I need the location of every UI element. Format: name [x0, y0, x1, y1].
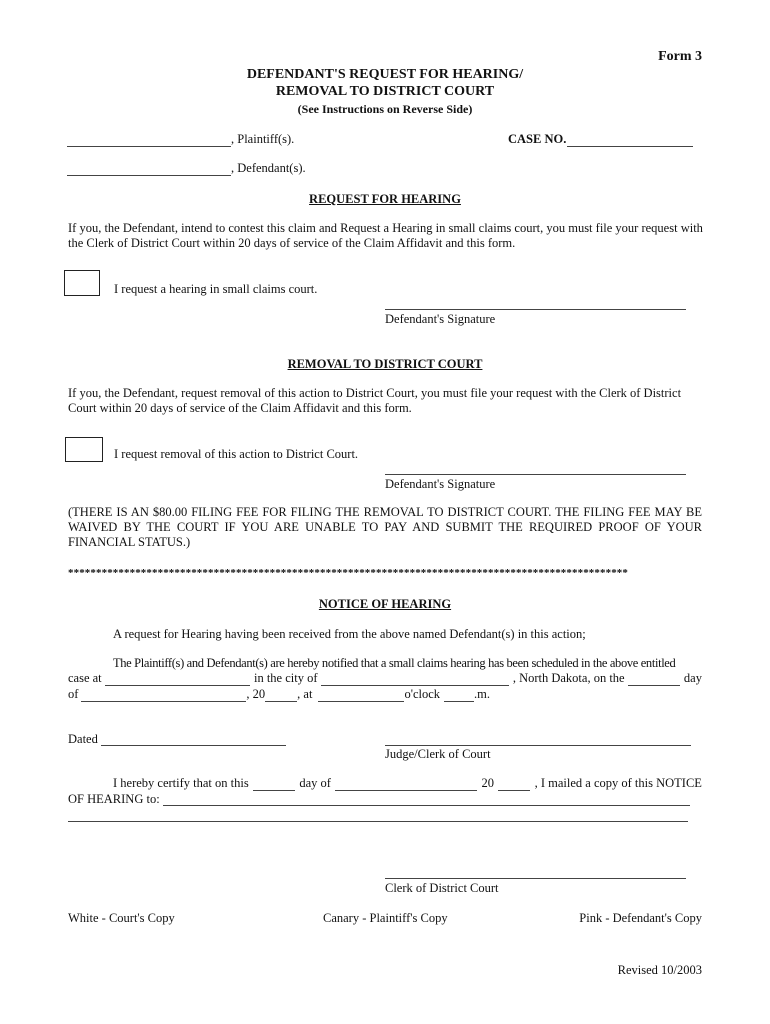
request-signature-line[interactable]: [385, 309, 686, 310]
hearing-ampm-field[interactable]: [444, 689, 474, 702]
certify-year-field[interactable]: [498, 778, 530, 791]
removal-signature-label: Defendant's Signature: [385, 477, 496, 491]
pink-copy-label: Pink - Defendant's Copy: [579, 911, 702, 925]
day-label: day: [683, 671, 702, 685]
defendant-name-field[interactable]: [67, 175, 231, 176]
revision-date: Revised 10/2003: [617, 963, 702, 977]
at-label: , at: [297, 687, 313, 701]
hearing-date-row: [68, 687, 490, 702]
certify-day-field[interactable]: [253, 778, 295, 791]
dated-field[interactable]: [101, 745, 286, 746]
clerk-of-court-label: Clerk of District Court: [385, 881, 499, 895]
hearing-location-row: [68, 671, 702, 686]
case-number-field[interactable]: [567, 146, 693, 147]
form-number: Form 3: [658, 49, 702, 64]
defendant-label: , Defendant(s).: [231, 161, 306, 175]
plaintiff-label: , Plaintiff(s).: [231, 132, 295, 146]
of-hearing-to-label: OF HEARING to:: [68, 792, 160, 806]
north-dakota-label: , North Dakota, on the: [512, 671, 625, 685]
form-title-line2: REMOVAL TO DISTRICT COURT: [275, 84, 495, 99]
hearing-day-field[interactable]: [628, 673, 680, 686]
oclock-label: o'clock: [404, 687, 441, 701]
removal-heading: REMOVAL TO DISTRICT COURT: [287, 357, 483, 371]
removal-checkbox-label: I request removal of this action to District Court.: [114, 447, 359, 461]
judge-clerk-label: Judge/Clerk of Court: [385, 747, 491, 761]
removal-checkbox[interactable]: [65, 437, 103, 462]
white-copy-label: White - Court's Copy: [68, 911, 175, 925]
request-for-hearing-heading: REQUEST FOR HEARING: [309, 192, 461, 206]
hearing-time-field[interactable]: [318, 689, 404, 702]
form-title-line1: DEFENDANT'S REQUEST FOR HEARING/: [246, 67, 524, 82]
mailed-to-field-1[interactable]: [163, 805, 690, 806]
hearing-place-field[interactable]: [105, 673, 250, 686]
hearing-city-field[interactable]: [321, 673, 509, 686]
hearing-year-field[interactable]: [265, 689, 297, 702]
notice-of-hearing-heading: NOTICE OF HEARING: [318, 597, 452, 611]
certify-year-prefix: 20: [481, 776, 494, 790]
mailed-to-field-2[interactable]: [68, 821, 688, 822]
certify-day-of-label: day of: [299, 776, 331, 790]
request-signature-label: Defendant's Signature: [385, 312, 496, 326]
filing-fee-notice: (THERE IS AN $80.00 FILING FEE FOR FILING THE REMOVAL TO DISTRICT COURT. THE FILING FEE MAY BE WAIVED BY THE COURT IF YOU ARE UNABLE TO PAY AND SUBMIT THE REQUIRED PROOF OF YOUR FINANCIAL STATUS.): [68, 505, 702, 549]
certify-text: I hereby certify that on this: [113, 776, 249, 790]
hearing-request-received-text: A request for Hearing having been received from the above named Defendant(s) in this action;: [113, 627, 586, 641]
form-subtitle: (See Instructions on Reverse Side): [297, 102, 473, 116]
request-hearing-checkbox[interactable]: [64, 270, 100, 296]
plaintiff-name-field[interactable]: [67, 146, 231, 147]
year-prefix-label: , 20: [246, 687, 266, 701]
case-no-label: CASE NO.: [508, 132, 567, 146]
m-label: .m.: [474, 687, 491, 701]
parties-notified-text: The Plaintiff(s) and Defendant(s) are hereby notified that a small claims hearing has been scheduled in the above entitled: [113, 656, 676, 670]
separator-line: ****************************************************************************************************: [68, 567, 628, 579]
request-hearing-checkbox-label: I request a hearing in small claims court.: [114, 282, 318, 296]
of-label: of: [68, 687, 79, 701]
canary-copy-label: Canary - Plaintiff's Copy: [323, 911, 448, 925]
certify-month-field[interactable]: [335, 778, 477, 791]
removal-instructions: If you, the Defendant, request removal of this action to District Court, you must file your request with the Clerk of District Court within 20 days of service of the Claim Affidavit and this form.: [68, 386, 682, 415]
judge-signature-line[interactable]: [385, 745, 691, 746]
in-city-of-label: in the city of: [253, 671, 318, 685]
removal-signature-line[interactable]: [385, 474, 686, 475]
request-instructions: If you, the Defendant, intend to contest this claim and Request a Hearing in small claims court, you must file your request with the Clerk of District Court within 20 days of service of the Claim Affidavit and this form.: [68, 221, 703, 250]
certify-row: [113, 776, 702, 791]
hearing-month-field[interactable]: [81, 689, 246, 702]
certify-mailed-text: , I mailed a copy of this NOTICE: [534, 776, 702, 790]
dated-label: Dated: [68, 732, 98, 746]
case-at-label: case at: [68, 671, 102, 685]
clerk-signature-line[interactable]: [385, 878, 686, 879]
